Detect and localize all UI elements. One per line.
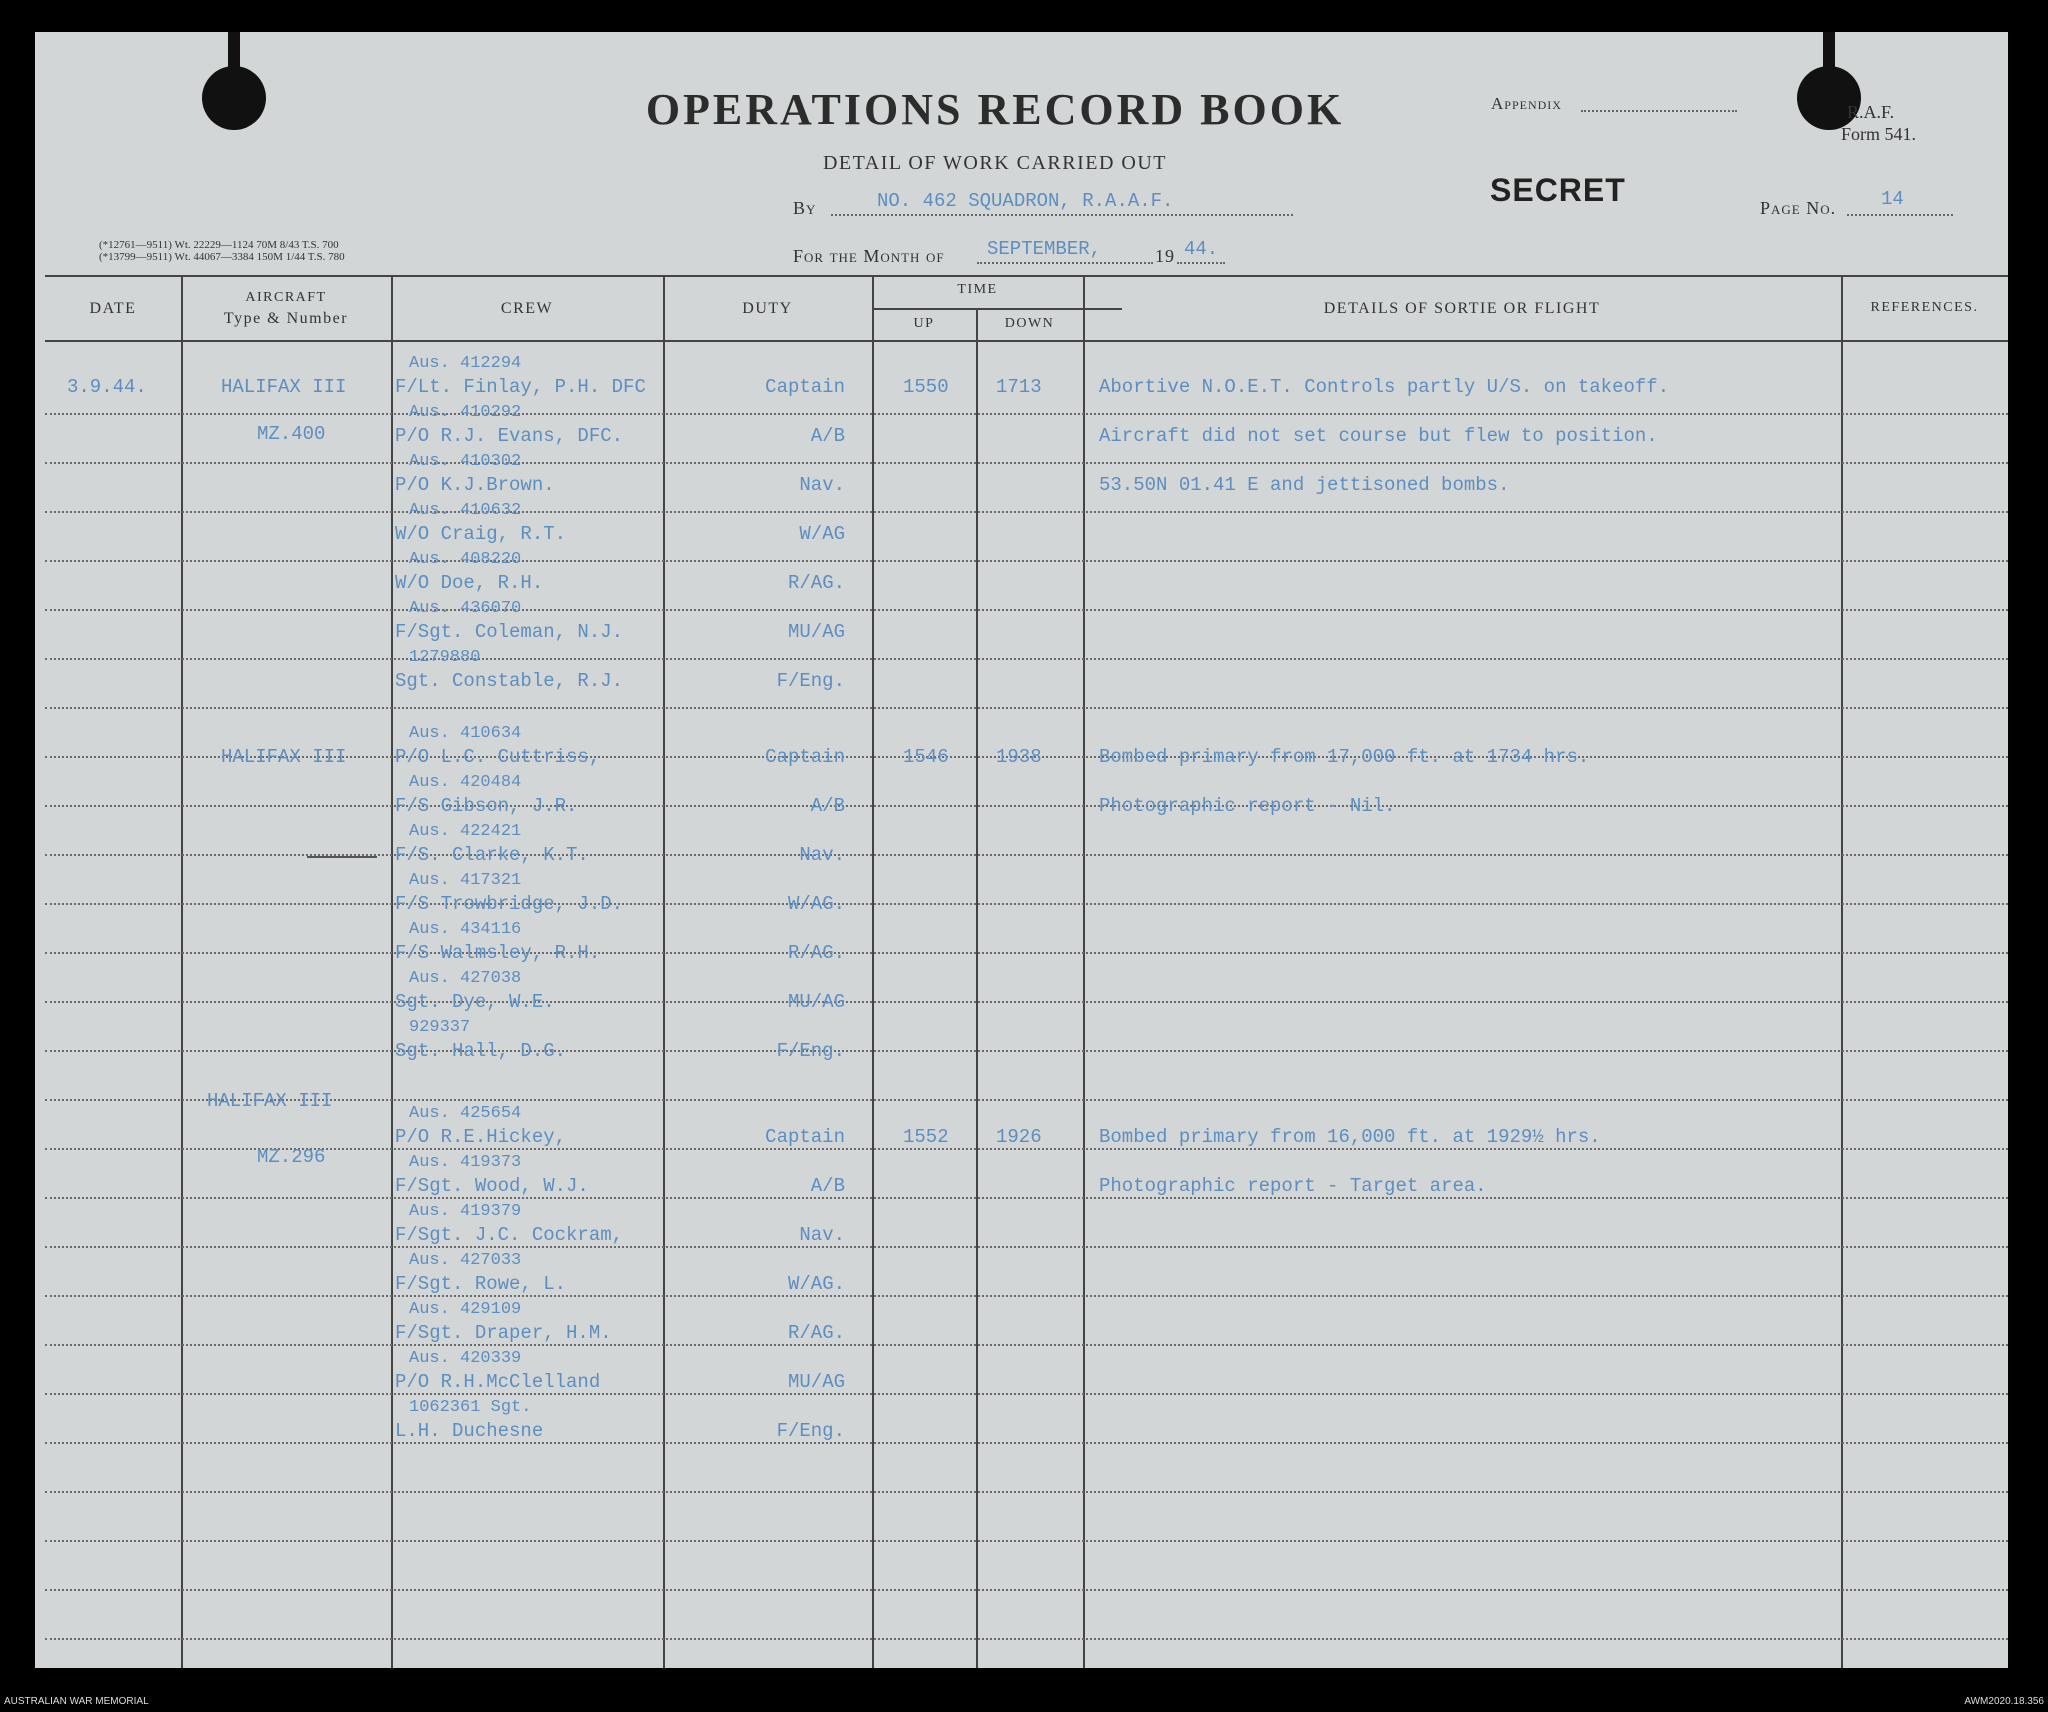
crew-duty: Nav. [799, 1224, 845, 1246]
crew-name: Sgt. Hall, D.G. [395, 1040, 567, 1062]
sortie-detail-line: Photographic report - Target area. [1099, 1175, 1487, 1197]
crew-duty: Captain [765, 1126, 845, 1148]
squadron-value: NO. 462 SQUADRON, R.A.A.F. [877, 190, 1174, 212]
ruled-line [45, 560, 2008, 562]
crew-duty: Nav. [799, 844, 845, 866]
col-header-down: DOWN [1004, 316, 1055, 331]
crew-service-number: Aus. 419373 [409, 1153, 522, 1172]
crew-service-number: Aus. 425654 [409, 1104, 522, 1123]
footer-accession: AWM2020.18.356 [1964, 1696, 2044, 1707]
aircraft-type: HALIFAX III [221, 746, 347, 768]
form-line-1: R.A.F. [1847, 102, 1895, 122]
aircraft-number: MZ.296 [257, 1146, 326, 1168]
ruled-line [45, 1540, 2008, 1542]
secret-stamp: SECRET [1490, 172, 1626, 208]
year-prefix: 19 [1155, 246, 1175, 266]
crew-service-number: Aus. 420484 [409, 773, 522, 792]
crew-name: F/S Walmsley, R.H. [395, 942, 601, 964]
crew-name: F/Sgt. J.C. Cockram, [395, 1224, 624, 1246]
month-value: SEPTEMBER, [987, 238, 1102, 260]
aircraft-number: MZ.400 [257, 423, 326, 445]
aircraft-type: HALIFAX III [221, 376, 347, 398]
crew-duty: F/Eng. [776, 670, 845, 692]
time-up: 1550 [903, 376, 949, 398]
ruled-line [45, 1050, 2008, 1052]
crew-duty: MU/AG [787, 991, 845, 1013]
col-header-date-text: DATE [89, 300, 137, 317]
col-header-crew: CREW [500, 300, 554, 317]
form-line-2: Form 541. [1841, 124, 1917, 144]
ruled-line [45, 1099, 2008, 1101]
time-down: 1713 [996, 376, 1042, 398]
crew-duty: MU/AG [787, 1371, 845, 1393]
crew-service-number: Aus. 436070 [409, 599, 522, 618]
crew-service-number: 1062361 Sgt. [409, 1398, 532, 1417]
crew-duty: MU/AG [787, 621, 845, 643]
sortie-detail-line: 53.50N 01.41 E and jettisoned bombs. [1099, 474, 1510, 496]
ruled-line [45, 1393, 2008, 1395]
col-rule-date [181, 276, 183, 1668]
crew-duty: W/AG [799, 523, 845, 545]
crew-duty: Nav. [799, 474, 845, 496]
crew-name: F/S Trowbridge, J.D. [395, 893, 624, 915]
crew-service-number: Aus. 420339 [409, 1349, 522, 1368]
crew-duty: Captain [765, 746, 845, 768]
crew-service-number: Aus. 427033 [409, 1251, 522, 1270]
by-line [831, 214, 1293, 216]
time-up: 1552 [903, 1126, 949, 1148]
crew-name: F/Sgt. Draper, H.M. [395, 1322, 612, 1344]
table-top-rule [45, 275, 2008, 277]
sortie-detail-line: Aircraft did not set course but flew to position. [1099, 425, 1658, 447]
crew-name: P/O R.E.Hickey, [395, 1126, 567, 1148]
page-no-label: Page No. [1760, 198, 1837, 218]
crew-name: P/O K.J.Brown. [395, 474, 555, 496]
crew-duty: Captain [765, 376, 845, 398]
sortie-detail-line: Bombed primary from 16,000 ft. at 1929½ hrs. [1099, 1126, 1601, 1148]
crew-duty: W/AG. [787, 893, 845, 915]
ruled-line [45, 1197, 2008, 1199]
crew-name: F/Sgt. Rowe, L. [395, 1273, 567, 1295]
ruled-line [45, 1148, 2008, 1150]
crew-duty: R/AG. [787, 572, 845, 594]
crew-duty: A/B [810, 425, 845, 447]
sortie-detail-line: Abortive N.O.E.T. Controls partly U/S. on takeoff. [1099, 376, 1670, 398]
ruled-line [45, 903, 2008, 905]
ledger-sheet [35, 32, 2008, 1668]
ruled-line [45, 1589, 2008, 1591]
ruled-line [45, 1638, 2008, 1640]
page-no-line [1847, 214, 1953, 216]
ruled-line [45, 1442, 2008, 1444]
crew-duty: A/B [810, 795, 845, 817]
col-rule-duty [872, 276, 874, 1668]
page-subtitle: DETAIL OF WORK CARRIED OUT [822, 152, 1168, 174]
crew-name: P/O L.C. Cuttriss, [395, 746, 601, 768]
crew-service-number: Aus. 408220 [409, 550, 522, 569]
aircraft-divider-mark [307, 856, 377, 858]
crew-name: W/O Craig, R.T. [395, 523, 567, 545]
crew-name: F/Lt. Finlay, P.H. DFC [395, 376, 646, 398]
crew-service-number: 1279880 [409, 648, 481, 667]
crew-duty: R/AG. [787, 1322, 845, 1344]
print-line-1: (*12761—9511) Wt. 22229—1124 70M 8/43 T.S. 700 [99, 239, 339, 251]
ruled-line [45, 707, 2008, 709]
crew-service-number: Aus. 412294 [409, 354, 522, 373]
crew-service-number: Aus. 410634 [409, 724, 522, 743]
ruled-line [45, 805, 2008, 807]
crew-name: P/O R.J. Evans, DFC. [395, 425, 624, 447]
sortie-detail-line: Photographic report - Nil. [1099, 795, 1396, 817]
crew-name: F/S. Clarke, K.T. [395, 844, 589, 866]
crew-name: F/S Gibson, J.R. [395, 795, 578, 817]
col-header-date [45, 300, 181, 318]
year-line [1177, 262, 1225, 264]
crew-name: L.H. Duchesne [395, 1420, 544, 1442]
crew-duty: F/Eng. [776, 1040, 845, 1062]
footer-credit: AUSTRALIAN WAR MEMORIAL [4, 1696, 149, 1707]
time-down: 1938 [996, 746, 1042, 768]
crew-duty: F/Eng. [776, 1420, 845, 1442]
time-down: 1926 [996, 1126, 1042, 1148]
crew-service-number: 929337 [409, 1018, 471, 1037]
year-value: 44. [1184, 238, 1219, 260]
crew-service-number: Aus. 419379 [409, 1202, 522, 1221]
time-up: 1546 [903, 746, 949, 768]
ruled-line [45, 952, 2008, 954]
crew-duty: A/B [810, 1175, 845, 1197]
ruled-line [45, 1246, 2008, 1248]
col-rule-aircraft [391, 276, 393, 1668]
appendix-label: Appendix [1491, 94, 1562, 113]
page-no-value: 14 [1881, 188, 1904, 210]
crew-name: W/O Doe, R.H. [395, 572, 544, 594]
ruled-line [45, 1491, 2008, 1493]
crew-service-number: Aus. 422421 [409, 822, 522, 841]
crew-service-number: Aus. 434116 [409, 920, 522, 939]
month-line [977, 262, 1153, 264]
col-rule-crew [663, 276, 665, 1668]
col-header-references: REFERENCES. [1870, 300, 1979, 315]
crew-service-number: Aus. 410632 [409, 501, 522, 520]
crew-duty: R/AG. [787, 942, 845, 964]
page-title: OPERATIONS RECORD BOOK [645, 85, 1345, 134]
col-header-details: DETAILS OF SORTIE OR FLIGHT [1323, 300, 1601, 317]
crew-service-number: Aus. 429109 [409, 1300, 522, 1319]
aircraft-type: HALIFAX III [207, 1090, 333, 1112]
col-rule-time [1083, 276, 1085, 1668]
col-header-aircraft-line2: Type & Number [223, 310, 349, 327]
ruled-line [45, 462, 2008, 464]
table-header-rule [45, 340, 2008, 342]
crew-service-number: Aus. 410292 [409, 403, 522, 422]
crew-duty: W/AG. [787, 1273, 845, 1295]
ruled-line [45, 658, 2008, 660]
col-rule-details [1841, 276, 1843, 1668]
col-header-duty: DUTY [742, 300, 793, 317]
crew-name: P/O R.H.McClelland [395, 1371, 601, 1393]
crew-service-number: Aus. 410302 [409, 452, 522, 471]
crew-service-number: Aus. 427038 [409, 969, 522, 988]
crew-service-number: Aus. 417321 [409, 871, 522, 890]
col-header-time: TIME [957, 282, 998, 297]
ruled-line [45, 1001, 2008, 1003]
month-label: For the Month of [793, 246, 945, 266]
col-header-aircraft-line1: AIRCRAFT [245, 290, 327, 305]
ruled-line [45, 1295, 2008, 1297]
crew-name: Sgt. Dye, W.E. [395, 991, 555, 1013]
col-header-up: UP [913, 316, 935, 331]
ruled-line [45, 609, 2008, 611]
by-label: By [793, 198, 817, 218]
appendix-line [1581, 110, 1737, 112]
ruled-line [45, 511, 2008, 513]
sortie-detail-line: Bombed primary from 17,000 ft. at 1734 hrs. [1099, 746, 1590, 768]
crew-name: F/Sgt. Coleman, N.J. [395, 621, 624, 643]
entry-date: 3.9.44. [67, 376, 147, 398]
crew-name: F/Sgt. Wood, W.J. [395, 1175, 589, 1197]
crew-name: Sgt. Constable, R.J. [395, 670, 624, 692]
ruled-line [45, 1344, 2008, 1346]
ruled-line [45, 413, 2008, 415]
print-line-2: (*13799—9511) Wt. 44067—3384 150M 1/44 T.S. 780 [99, 251, 345, 263]
